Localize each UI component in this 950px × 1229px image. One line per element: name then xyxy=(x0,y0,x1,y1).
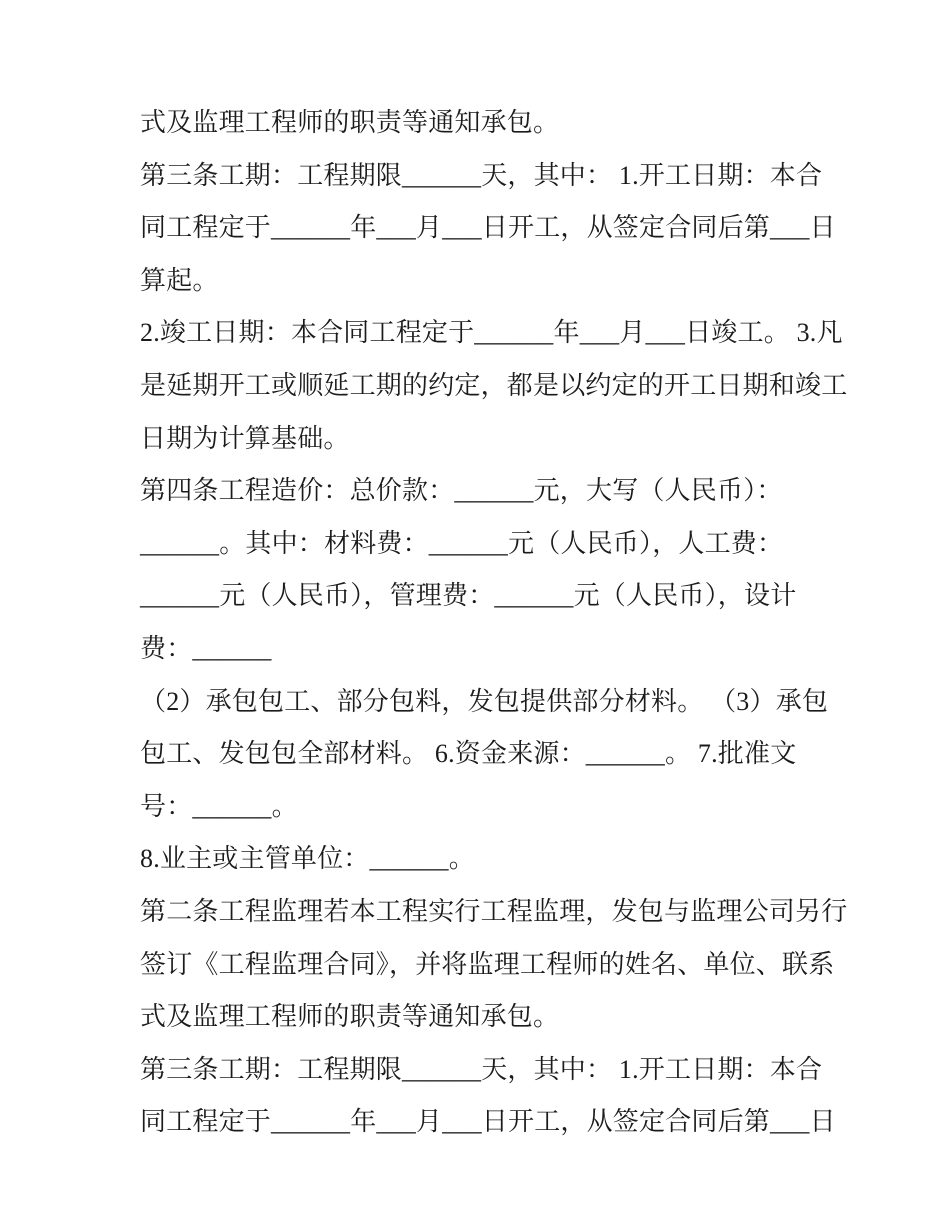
text-line: 同工程定于______年___月___日开工，从签定合同后第___日 xyxy=(140,213,836,243)
text-line: 日期为计算基础。 xyxy=(140,423,350,453)
text-line: 2.竣工日期：本合同工程定于______年___月___日竣工。 3.凡 xyxy=(140,318,843,348)
text-line: 算起。 xyxy=(140,265,219,295)
text-line: 费：______ xyxy=(140,633,272,663)
text-line: 式及监理工程师的职责等通知承包。 xyxy=(140,1002,560,1032)
text-line: 包工、发包包全部材料。 6.资金来源：______。 7.批准文 xyxy=(140,739,797,769)
text-line: 式及监理工程师的职责等通知承包。 xyxy=(140,108,560,137)
text-line: 签订《工程监理合同》，并将监理工程师的姓名、单位、联系 xyxy=(140,949,835,979)
text-line: 第三条工期：工程期限______天，其中： 1.开工日期：本合 xyxy=(140,160,823,190)
document-text-block xyxy=(140,97,848,1149)
text-line: ______元（人民币），管理费：______元（人民币），设计 xyxy=(140,581,797,611)
text-line: ______。其中：材料费：______元（人民币），人工费： xyxy=(140,528,784,558)
text-line: 是延期开工或顺延工期的约定，都是以约定的开工日期和竣工 xyxy=(140,370,848,400)
text-line: 第四条工程造价：总价款：______元，大写（人民币）： xyxy=(140,476,783,506)
text-line: 号：______。 xyxy=(140,791,298,821)
text-line: （2）承包包工、部分包料，发包提供部分材料。 （3）承包 xyxy=(140,686,829,716)
text-line: 第三条工期：工程期限______天，其中： 1.开工日期：本合 xyxy=(140,1054,823,1084)
text-line: 同工程定于______年___月___日开工，从签定合同后第___日 xyxy=(140,1107,836,1137)
text-line: 8.业主或主管单位：______。 xyxy=(140,844,475,874)
text-line: 第二条工程监理若本工程实行工程监理，发包与监理公司另行 xyxy=(140,896,848,926)
